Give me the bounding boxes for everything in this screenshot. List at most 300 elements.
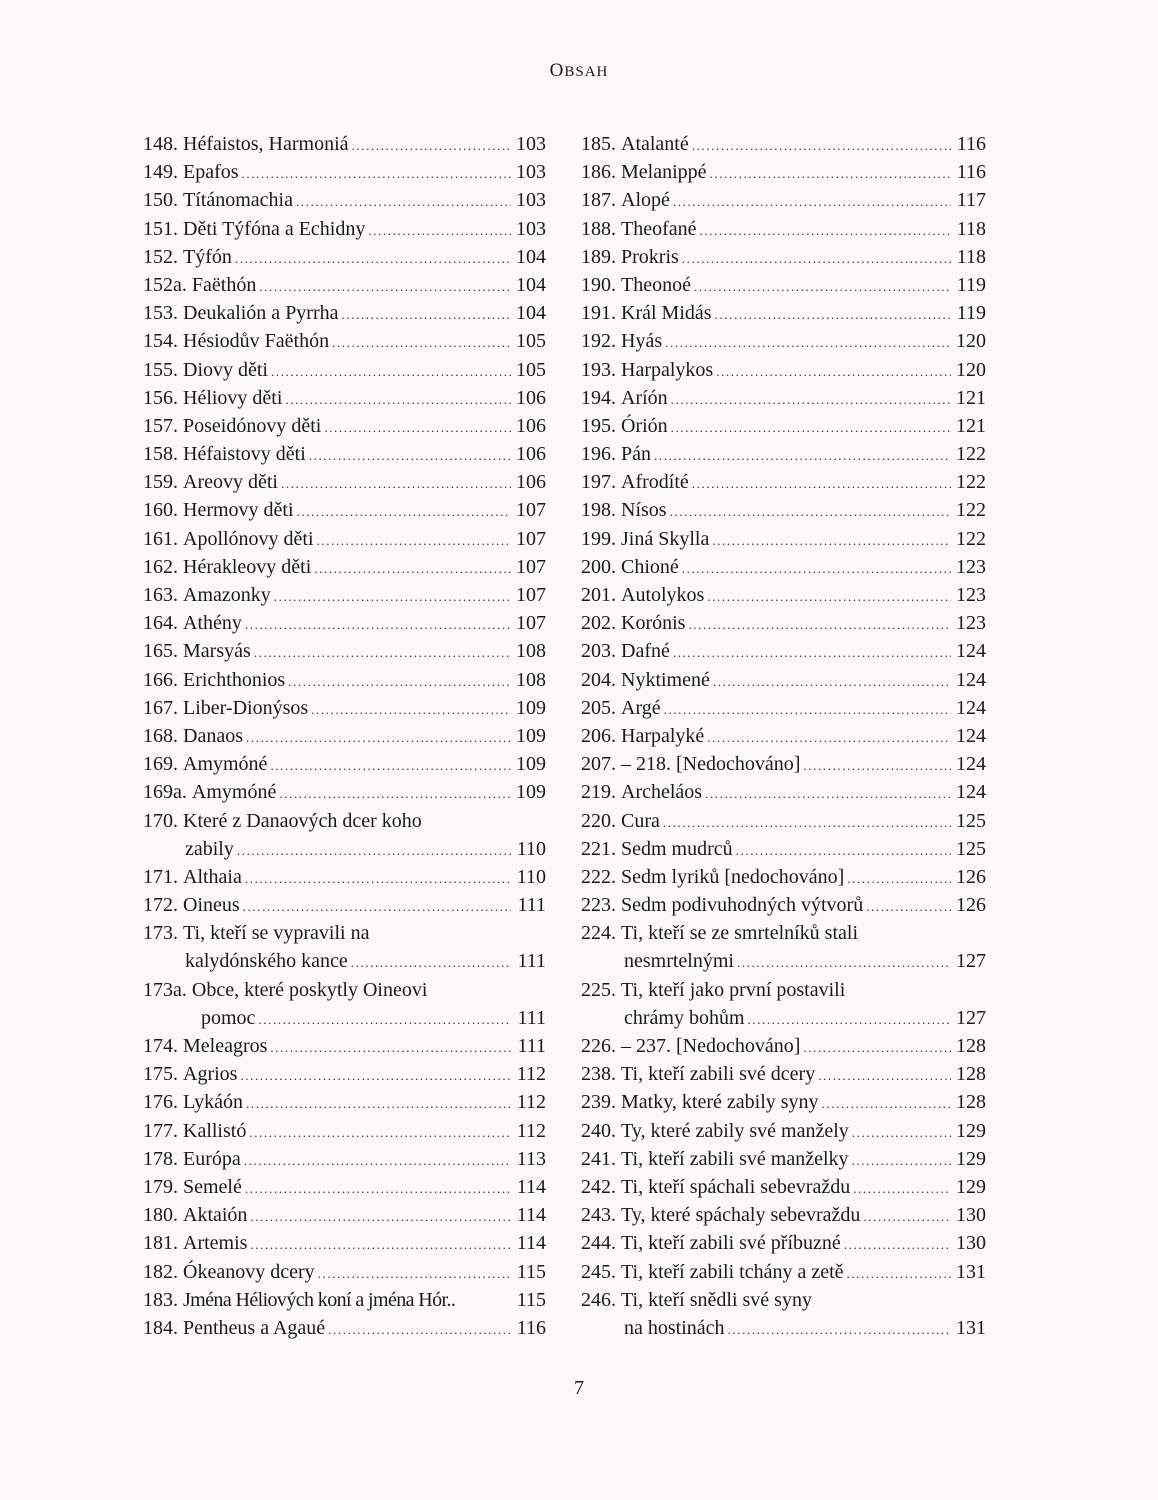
toc-entry (143, 440, 546, 468)
toc-entry-number: 170. (143, 809, 178, 832)
toc-entry-number: 172. (143, 894, 178, 917)
toc-entry (581, 835, 986, 863)
toc-entry-page: 118 (956, 245, 986, 268)
toc-entry-page: 107 (516, 527, 546, 550)
toc-entry-number: 169. (143, 753, 178, 776)
toc-entry-title: Dafné (621, 640, 670, 663)
toc-entry-page: 111 (517, 1035, 546, 1057)
toc-entry (581, 778, 986, 806)
toc-entry-number: 167. (143, 696, 178, 719)
toc-entry-title: Harpalykos (621, 358, 714, 381)
toc-entry-page: 125 (956, 809, 986, 832)
toc-entry (143, 1201, 546, 1229)
toc-entry-number: 201. (581, 584, 616, 606)
toc-entry-number: 197. (581, 471, 616, 494)
toc-entry-page: 124 (956, 753, 986, 776)
toc-entry (143, 1258, 546, 1286)
toc-entry (143, 666, 546, 694)
toc-entry-leader (822, 1090, 951, 1118)
toc-entry-title: Aktaión (183, 1204, 248, 1227)
toc-entry-page: 124 (956, 696, 986, 719)
toc-entry (143, 835, 546, 863)
toc-entry (143, 807, 546, 835)
toc-entry-page: 116 (956, 161, 986, 184)
toc-entry-page: 118 (956, 217, 986, 240)
toc-entry-page: 123 (956, 584, 986, 606)
toc-entry-page: 114 (516, 1175, 546, 1198)
toc-entry-leader (852, 1147, 951, 1175)
toc-entry-page: 104 (516, 273, 546, 296)
toc-entry-number: 159. (143, 471, 178, 494)
toc-entry-page: 122 (956, 471, 986, 494)
toc-entry-title: Amymóné (191, 781, 277, 804)
toc-entry-page: 115 (516, 1288, 546, 1311)
toc-entry-number: 161. (143, 527, 178, 550)
toc-entry (581, 637, 986, 665)
toc-entry-leader (707, 583, 951, 611)
toc-entry-title: Agrios (183, 1063, 238, 1086)
toc-entry (143, 976, 546, 1004)
toc-entry-number: 173a. (143, 978, 187, 1001)
toc-entry (581, 976, 986, 1004)
toc-entry (143, 130, 546, 158)
toc-entry (143, 299, 546, 327)
toc-entry-title: Semelé (183, 1175, 242, 1198)
toc-entry (581, 440, 986, 468)
toc-entry-leader (803, 1034, 951, 1062)
toc-entry-title: Jiná Skylla (621, 527, 710, 550)
toc-entry (143, 947, 546, 975)
toc-entry (143, 327, 546, 355)
toc-entry-page: 126 (956, 894, 986, 917)
toc-entry (581, 158, 986, 186)
toc-entry-leader (270, 1034, 511, 1062)
toc-entry-leader (748, 1006, 951, 1034)
toc-entry-page: 109 (516, 781, 546, 804)
toc-entry-title: Alopé (621, 189, 670, 212)
toc-entry (581, 186, 986, 214)
toc-entry-title: Theofané (621, 217, 697, 240)
toc-entry-page: 131 (956, 1316, 986, 1339)
toc-entry-number: 219. (581, 781, 616, 804)
toc-entry-page: 131 (956, 1260, 986, 1283)
toc-entry-number: 176. (143, 1091, 178, 1114)
toc-entry (143, 891, 546, 919)
toc-entry-title: Althaia (183, 865, 242, 888)
toc-entry-leader (715, 301, 951, 329)
toc-entry-page: 112 (516, 1063, 546, 1086)
toc-entry-leader (671, 414, 951, 442)
toc-entry-page: 130 (956, 1204, 986, 1227)
toc-entry (581, 525, 986, 553)
toc-entry-leader (705, 780, 951, 808)
toc-entry (581, 215, 986, 243)
toc-entry (581, 581, 986, 609)
toc-entry (143, 1173, 546, 1201)
toc-entry-leader (242, 160, 511, 188)
toc-entry-page: 124 (956, 668, 986, 691)
toc-entry-leader (249, 1119, 511, 1147)
toc-entry-leader (707, 724, 951, 752)
toc-entry-number: 150. (143, 189, 178, 212)
toc-entry (143, 863, 546, 891)
toc-entry-number: 200. (581, 555, 616, 578)
toc-entry-leader (737, 949, 951, 977)
toc-entry (143, 496, 546, 524)
toc-entry (581, 1314, 986, 1342)
toc-entry-page: 117 (956, 189, 986, 212)
toc-entry-leader (847, 865, 951, 893)
toc-entry-leader (351, 949, 511, 977)
toc-entry-number: 183. (143, 1288, 178, 1311)
toc-entry (581, 1173, 986, 1201)
toc-entry-title: Aríón (621, 386, 668, 409)
toc-entry-leader (314, 555, 511, 583)
toc-entry-page: 106 (516, 386, 546, 409)
toc-entry (143, 778, 546, 806)
toc-entry-title: Hérakleovy děti (183, 555, 312, 578)
toc-entry-page: 129 (956, 1119, 986, 1142)
toc-entry-leader (288, 668, 511, 696)
toc-entry-number: 169a. (143, 781, 187, 804)
toc-entry-page: 111 (517, 894, 546, 917)
toc-entry-number: 195. (581, 414, 616, 437)
toc-entry-page: 109 (516, 724, 546, 747)
toc-entry-number: 190. (581, 273, 616, 296)
toc-entry-page: 123 (956, 612, 986, 635)
toc-entry-title: Títánomachia (183, 189, 293, 212)
toc-entry-number: 168. (143, 724, 178, 747)
toc-entry-number: 188. (581, 217, 616, 240)
toc-entry (581, 694, 986, 722)
toc-entry-title: Héfaistovy děti (183, 443, 306, 466)
toc-entry-leader (670, 498, 951, 526)
toc-entry-title: Děti Týfóna a Echidny (183, 217, 366, 240)
toc-entry-title: Danaos (183, 724, 243, 747)
toc-column-left (143, 130, 546, 1342)
toc-entry (581, 243, 986, 271)
toc-entry-page: 103 (516, 189, 546, 212)
toc-entry-page: 111 (517, 1006, 546, 1029)
toc-entry (581, 271, 986, 299)
toc-entry-number: 238. (581, 1063, 616, 1086)
toc-entry-title: [Nedochováno] (676, 1035, 801, 1057)
toc-entry-leader (673, 639, 951, 667)
toc-entry-leader (246, 1090, 511, 1118)
toc-entry-page: 105 (516, 330, 546, 353)
toc-entry-title: Ti, kteří zabili své příbuzné (621, 1232, 841, 1255)
toc-entry-number: 224. (581, 922, 616, 945)
toc-entry-title: Týfón (183, 245, 232, 268)
toc-entry-leader (237, 837, 511, 865)
toc-entry-leader (736, 837, 951, 865)
toc-entry-page: 108 (516, 668, 546, 691)
toc-entry-leader (243, 893, 511, 921)
toc-entry-number: 222. (581, 865, 616, 888)
toc-entry (581, 666, 986, 694)
toc-entry-number: 179. (143, 1175, 178, 1198)
toc-entry (143, 158, 546, 186)
toc-entry-leader (692, 470, 951, 498)
toc-entry (143, 243, 546, 271)
toc-entry-leader (694, 273, 951, 301)
toc-entry-number: 164. (143, 612, 178, 635)
toc-entry-title: Ókeanovy dcery (183, 1260, 315, 1283)
toc-entry-page: 116 (956, 133, 986, 155)
toc-entry-number: 243. (581, 1204, 616, 1227)
toc-entry-leader (847, 1260, 951, 1288)
toc-entry-title: Melanippé (621, 161, 707, 184)
toc-entry-title: Órión (621, 414, 668, 437)
toc-entry-title: Erichthonios (183, 668, 286, 691)
toc-entry-number: 163. (143, 584, 178, 606)
running-header-initial: O (549, 60, 565, 81)
toc-entry-number: 148. (143, 133, 178, 155)
toc-entry (581, 1201, 986, 1229)
toc-entry-title: Marsyás (183, 640, 251, 663)
toc-entry-title: Ti, kteří snědli své syny (621, 1288, 812, 1311)
toc-entry-number: 198. (581, 499, 616, 522)
toc-entry (581, 919, 986, 947)
toc-entry-title: Poseidónovy děti (183, 414, 322, 437)
toc-entry-title: [Nedochováno] (676, 753, 801, 776)
toc-entry-title: Kallistó (183, 1119, 247, 1142)
toc-entry-leader (274, 583, 511, 611)
toc-entry-title: Artemis (183, 1232, 248, 1255)
toc-entry-leader (258, 1006, 511, 1034)
toc-entry-page: 122 (956, 443, 986, 466)
toc-entry (143, 637, 546, 665)
toc-entry-page: 128 (956, 1035, 986, 1057)
toc-entry-number: 244. (581, 1232, 616, 1255)
toc-entry-title: Král Midás (621, 302, 712, 325)
toc-entry-page: 130 (956, 1232, 986, 1255)
toc-entry-number: 203. (581, 640, 616, 663)
toc-entry-leader (852, 1119, 951, 1147)
toc-entry-number: 158. (143, 443, 178, 466)
toc-entry-number: 157. (143, 414, 178, 437)
toc-entry (581, 1004, 986, 1032)
toc-entry-page: 107 (516, 584, 546, 606)
toc-entry (143, 271, 546, 299)
toc-entry-leader (240, 1062, 511, 1090)
toc-entry-page: 110 (516, 837, 546, 860)
toc-entry-leader (281, 470, 511, 498)
toc-entry-leader (712, 527, 951, 555)
toc-entry-leader (682, 555, 951, 583)
toc-entry-page: 120 (956, 330, 986, 353)
toc-entry-title: Korónis (621, 612, 686, 635)
toc-entry-leader (270, 752, 511, 780)
toc-entry-title: Argé (621, 696, 661, 719)
toc-entry-page: 127 (956, 1006, 986, 1029)
toc-entry-title: Nísos (621, 499, 667, 522)
toc-entry-title: Apollónovy děti (183, 527, 314, 550)
toc-entry-number: 239. (581, 1091, 616, 1114)
toc-entry-title: Ti, kteří se ze smrtelníků stali (621, 922, 859, 945)
toc-entry-title: Liber-Dionýsos (183, 696, 309, 719)
toc-entry (143, 1117, 546, 1145)
toc-entry-number: 162. (143, 555, 178, 578)
toc-entry-title: Harpalyké (621, 724, 705, 747)
toc-entry-page: 128 (956, 1063, 986, 1086)
toc-entry (581, 327, 986, 355)
toc-entry-title: nesmrtelnými (624, 950, 734, 973)
toc-entry-title: kalydónského kance (185, 950, 348, 973)
toc-entry-leader (692, 132, 951, 160)
toc-entry (581, 1088, 986, 1116)
toc-entry-page: 127 (956, 950, 986, 973)
toc-entry (143, 1286, 546, 1314)
toc-entry-title: Archeláos (621, 781, 703, 804)
toc-entry-leader (853, 1175, 951, 1203)
toc-entry-number: 221. (581, 837, 616, 860)
toc-entry-title: Diovy děti (183, 358, 268, 381)
toc-entry (143, 356, 546, 384)
toc-entry-page: 106 (516, 414, 546, 437)
toc-entry-title: Autolykos (621, 584, 705, 606)
toc-entry-leader (246, 724, 511, 752)
toc-entry-title: Ti, kteří zabili tchány a zetě (621, 1260, 844, 1283)
toc-entry-title: Deukalión a Pyrrha (183, 302, 339, 325)
toc-entry-leader (682, 245, 951, 273)
toc-entry-title: pomoc (201, 1006, 256, 1029)
toc-entry-number: 205. (581, 696, 616, 719)
toc-entry-number: 171. (143, 865, 178, 888)
toc-entry (581, 1117, 986, 1145)
toc-entry-page: 122 (956, 527, 986, 550)
toc-entry-title: chrámy bohům (624, 1006, 745, 1029)
toc-entry-number: 241. (581, 1147, 616, 1170)
toc-entry-number: 240. (581, 1119, 616, 1142)
toc-entry-number: 173. (143, 922, 178, 945)
toc-entry-number: 166. (143, 668, 178, 691)
toc-entry (581, 496, 986, 524)
toc-entry-page: 124 (956, 640, 986, 663)
toc-entry-number: 156. (143, 386, 178, 409)
toc-entry-page: 108 (516, 640, 546, 663)
toc-entry-page: 122 (956, 499, 986, 522)
toc-entry-title: Chioné (621, 555, 679, 578)
toc-entry (143, 581, 546, 609)
toc-entry-title: Nyktimené (621, 668, 710, 691)
toc-entry (581, 722, 986, 750)
toc-entry-page: 114 (516, 1204, 546, 1227)
toc-entry-leader (271, 358, 511, 386)
toc-entry-title: Ti, kteří zabili své manželky (621, 1147, 849, 1170)
toc-entry-page: 107 (516, 555, 546, 578)
toc-entry (581, 1229, 986, 1257)
toc-entry-title: Hésiodův Faëthón (183, 330, 330, 353)
toc-entry-page: 128 (956, 1091, 986, 1114)
toc-entry (581, 1032, 986, 1060)
toc-entry-number: 189. (581, 245, 616, 268)
toc-entry (143, 1145, 546, 1173)
toc-entry-leader (245, 1175, 511, 1203)
toc-entry-leader (700, 217, 951, 245)
toc-entry-title: Epafos (183, 161, 239, 184)
toc-entry-page: 105 (516, 358, 546, 381)
toc-entry-title: Athény (183, 612, 242, 635)
toc-entry-number: 155. (143, 358, 178, 381)
toc-entry-title: Obce, které poskytly Oineovi (191, 978, 428, 1001)
toc-entry (143, 525, 546, 553)
toc-entry-leader (664, 696, 951, 724)
toc-entry-leader (328, 1316, 511, 1344)
toc-entry (581, 1060, 986, 1088)
toc-entry-title: Matky, které zabily syny (621, 1091, 819, 1114)
toc-entry (581, 356, 986, 384)
toc-entry-page: 123 (956, 555, 986, 578)
toc-entry-number: 177. (143, 1119, 178, 1142)
toc-entry-title: Oineus (183, 894, 240, 917)
toc-entry-leader (279, 780, 511, 808)
toc-entry-leader (673, 188, 951, 216)
toc-entry-leader (710, 160, 951, 188)
toc-entry-number: 165. (143, 640, 178, 663)
toc-entry-number: 160. (143, 499, 178, 522)
toc-entry-number: 204. (581, 668, 616, 691)
toc-entry (581, 750, 986, 778)
toc-entry (143, 186, 546, 214)
toc-entry-title: Sedm lyriků [nedochováno] (621, 865, 845, 888)
toc-entry-title: Pán (621, 443, 651, 466)
toc-entry-page: 126 (956, 865, 986, 888)
toc-entry-title: Ty, které zabily své manžely (621, 1119, 849, 1142)
toc-entry (581, 384, 986, 412)
toc-entry-page: 116 (516, 1316, 546, 1339)
toc-entry-leader (250, 1231, 511, 1259)
toc-entry-page: 106 (516, 443, 546, 466)
toc-entry-leader (311, 696, 511, 724)
toc-entry-leader (245, 865, 511, 893)
toc-entry-title: Sedm podivuhodných výtvorů (621, 894, 864, 917)
toc-entry-title: Hermovy děti (183, 499, 294, 522)
toc-entry (581, 807, 986, 835)
toc-entry (581, 609, 986, 637)
toc-entry-page: 107 (516, 499, 546, 522)
toc-entry-number: 182. (143, 1260, 178, 1283)
toc-entry-page: 112 (516, 1119, 546, 1142)
toc-entry-leader (352, 132, 511, 160)
toc-entry-number: 151. (143, 217, 178, 240)
page-number: 7 (574, 1377, 584, 1399)
toc-entry-title: Ti, kteří se vypravili na (183, 922, 370, 945)
toc-entry-page: 104 (516, 302, 546, 325)
toc-entry-title: Amymóné (183, 753, 268, 776)
toc-entry (581, 130, 986, 158)
toc-entry-leader (235, 245, 511, 273)
toc-entry-leader (309, 442, 511, 470)
toc-entry-number: 225. (581, 978, 616, 1001)
toc-entry-number: 196. (581, 443, 616, 466)
toc-entry-number: 152a. (143, 273, 187, 296)
toc-entry-leader (332, 329, 511, 357)
toc-entry-title: Európa (183, 1147, 241, 1170)
toc-entry-title: Héliovy děti (183, 386, 283, 409)
toc-entry-title: Sedm mudrců (621, 837, 733, 860)
toc-entry-leader (663, 809, 951, 837)
toc-entry (143, 1060, 546, 1088)
toc-entry-page: 113 (516, 1147, 546, 1170)
toc-entry-leader (342, 301, 511, 329)
toc-entry (143, 750, 546, 778)
toc-entry-leader (317, 527, 511, 555)
toc-entry-number: 220. (581, 809, 616, 832)
toc-entry-number: 184. (143, 1316, 178, 1339)
toc-entry-number: 246. (581, 1288, 616, 1311)
toc-entry-page: 120 (956, 358, 986, 381)
